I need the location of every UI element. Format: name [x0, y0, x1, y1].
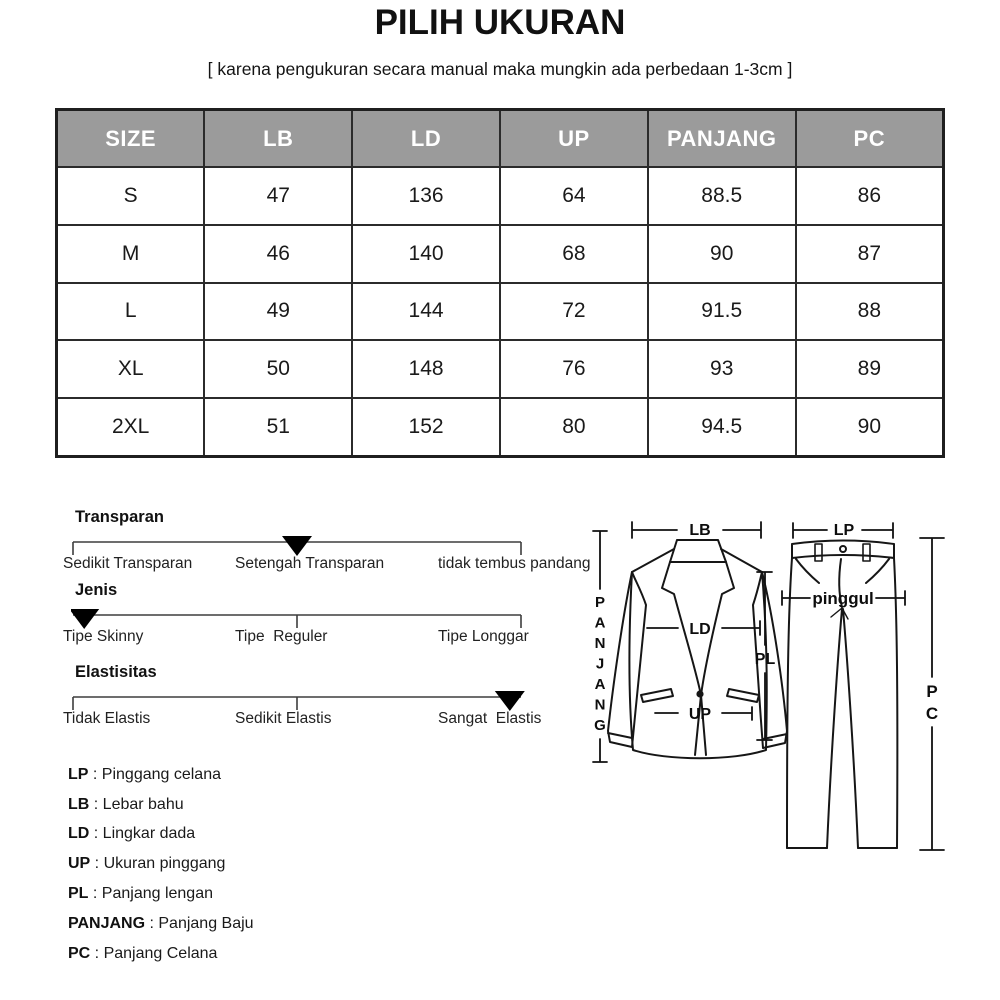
scale-elastisitas — [40, 663, 615, 735]
shoulder-width-label: LB — [689, 522, 711, 539]
scale-title: Elastisitas — [75, 663, 157, 681]
page-title: PILIH UKURAN — [374, 3, 626, 42]
jacket-shoulder-measure — [632, 522, 761, 539]
column-header-pc: PC — [796, 110, 944, 168]
table-row — [57, 225, 944, 283]
legend-abbr: LB — [68, 795, 90, 813]
scale-marker-right — [495, 691, 525, 711]
value-cell: 86 — [796, 167, 944, 225]
pants-drawing — [787, 541, 897, 849]
scale-label: tidak tembus pandang — [438, 555, 591, 572]
value-cell: 47 — [204, 167, 352, 225]
size-cell: 2XL — [57, 398, 205, 456]
legend-abbr: LP — [68, 765, 89, 783]
column-header-size: SIZE — [57, 110, 205, 168]
size-cell: XL — [57, 340, 205, 398]
value-cell: 136 — [352, 167, 500, 225]
pants-length-measure — [920, 538, 944, 850]
jacket-length-label: P A N J A N G — [594, 594, 606, 734]
legend-desc: : Panjang lengan — [88, 885, 213, 903]
size-table-head — [57, 110, 944, 168]
legend-desc: : Pinggang celana — [88, 765, 221, 783]
legend-abbr: UP — [68, 855, 91, 873]
legend-item-lb — [68, 790, 254, 820]
size-table-head-row — [57, 110, 944, 168]
value-cell: 140 — [352, 225, 500, 283]
table-row — [57, 340, 944, 398]
scale-label: Tipe Skinny — [63, 628, 144, 645]
scale-label: Tidak Elastis — [63, 710, 151, 727]
pants-waist-label: LP — [833, 522, 855, 539]
column-header-lb: LB — [204, 110, 352, 168]
jacket-waist-measure — [655, 706, 752, 723]
value-cell: 88 — [796, 283, 944, 341]
value-cell: 50 — [204, 340, 352, 398]
legend-list — [68, 760, 254, 969]
column-header-ld: LD — [352, 110, 500, 168]
pants-waist-measure — [793, 522, 893, 539]
value-cell: 76 — [500, 340, 648, 398]
sleeve-length-label: PL — [754, 651, 776, 668]
legend-item-up — [68, 849, 254, 879]
value-cell: 89 — [796, 340, 944, 398]
legend-abbr: PL — [68, 885, 89, 903]
measurement-disclaimer: [ karena pengukuran secara manual maka mungkin ada perbedaan 1-3cm ] — [207, 59, 793, 79]
value-cell: 80 — [500, 398, 648, 456]
value-cell: 88.5 — [648, 167, 796, 225]
legend-abbr: PANJANG — [68, 914, 146, 932]
scale-label: Tipe Reguler — [235, 628, 328, 645]
measurement-diagram — [575, 495, 995, 865]
scale-transparan — [40, 508, 615, 580]
legend-abbr: PC — [68, 944, 91, 962]
value-cell: 46 — [204, 225, 352, 283]
table-row — [57, 167, 944, 225]
column-header-up: UP — [500, 110, 648, 168]
pants-length-label: P C — [925, 682, 939, 723]
size-cell: L — [57, 283, 205, 341]
legend-desc: : Panjang Celana — [90, 944, 218, 962]
legend-desc: : Panjang Baju — [145, 914, 254, 932]
table-row — [57, 398, 944, 456]
value-cell: 148 — [352, 340, 500, 398]
jacket-sleeve-measure — [755, 572, 776, 740]
scale-marker-left — [71, 609, 99, 629]
size-cell: M — [57, 225, 205, 283]
pants-hip-measure — [782, 589, 905, 608]
jacket-length-measure — [593, 531, 607, 762]
value-cell: 72 — [500, 283, 648, 341]
chest-label: LD — [689, 621, 711, 638]
scale-label: Sedikit Elastis — [235, 710, 332, 727]
value-cell: 152 — [352, 398, 500, 456]
table-row — [57, 283, 944, 341]
value-cell: 93 — [648, 340, 796, 398]
value-cell: 51 — [204, 398, 352, 456]
size-table-body — [57, 167, 944, 456]
legend-item-ld — [68, 820, 254, 850]
legend-item-pc — [68, 939, 254, 969]
legend-item-pl — [68, 879, 254, 909]
scale-label: Tipe Longgar — [438, 628, 529, 645]
column-header-panjang: PANJANG — [648, 110, 796, 168]
size-table — [55, 108, 945, 458]
legend-item-panjang — [68, 909, 254, 939]
value-cell: 49 — [204, 283, 352, 341]
value-cell: 87 — [796, 225, 944, 283]
value-cell: 90 — [648, 225, 796, 283]
scale-title: Transparan — [75, 508, 164, 526]
scale-label: Sedikit Transparan — [63, 555, 193, 572]
jacket-waist-label: UP — [688, 706, 712, 723]
legend-desc: : Lingkar dada — [89, 825, 196, 843]
scale-label: Sangat Elastis — [438, 710, 542, 727]
legend-item-lp — [68, 760, 254, 790]
value-cell: 91.5 — [648, 283, 796, 341]
scale-jenis — [40, 581, 615, 653]
value-cell: 94.5 — [648, 398, 796, 456]
value-cell: 68 — [500, 225, 648, 283]
scale-label: Setengah Transparan — [235, 555, 385, 572]
scale-marker-middle — [282, 536, 312, 556]
value-cell: 64 — [500, 167, 648, 225]
legend-desc: : Lebar bahu — [89, 795, 184, 813]
hip-label: pinggul — [812, 589, 874, 608]
value-cell: 90 — [796, 398, 944, 456]
scale-title: Jenis — [75, 581, 118, 599]
legend-abbr: LD — [68, 825, 90, 843]
legend-desc: : Ukuran pinggang — [90, 855, 226, 873]
jacket-chest-measure — [647, 621, 760, 638]
size-cell: S — [57, 167, 205, 225]
value-cell: 144 — [352, 283, 500, 341]
